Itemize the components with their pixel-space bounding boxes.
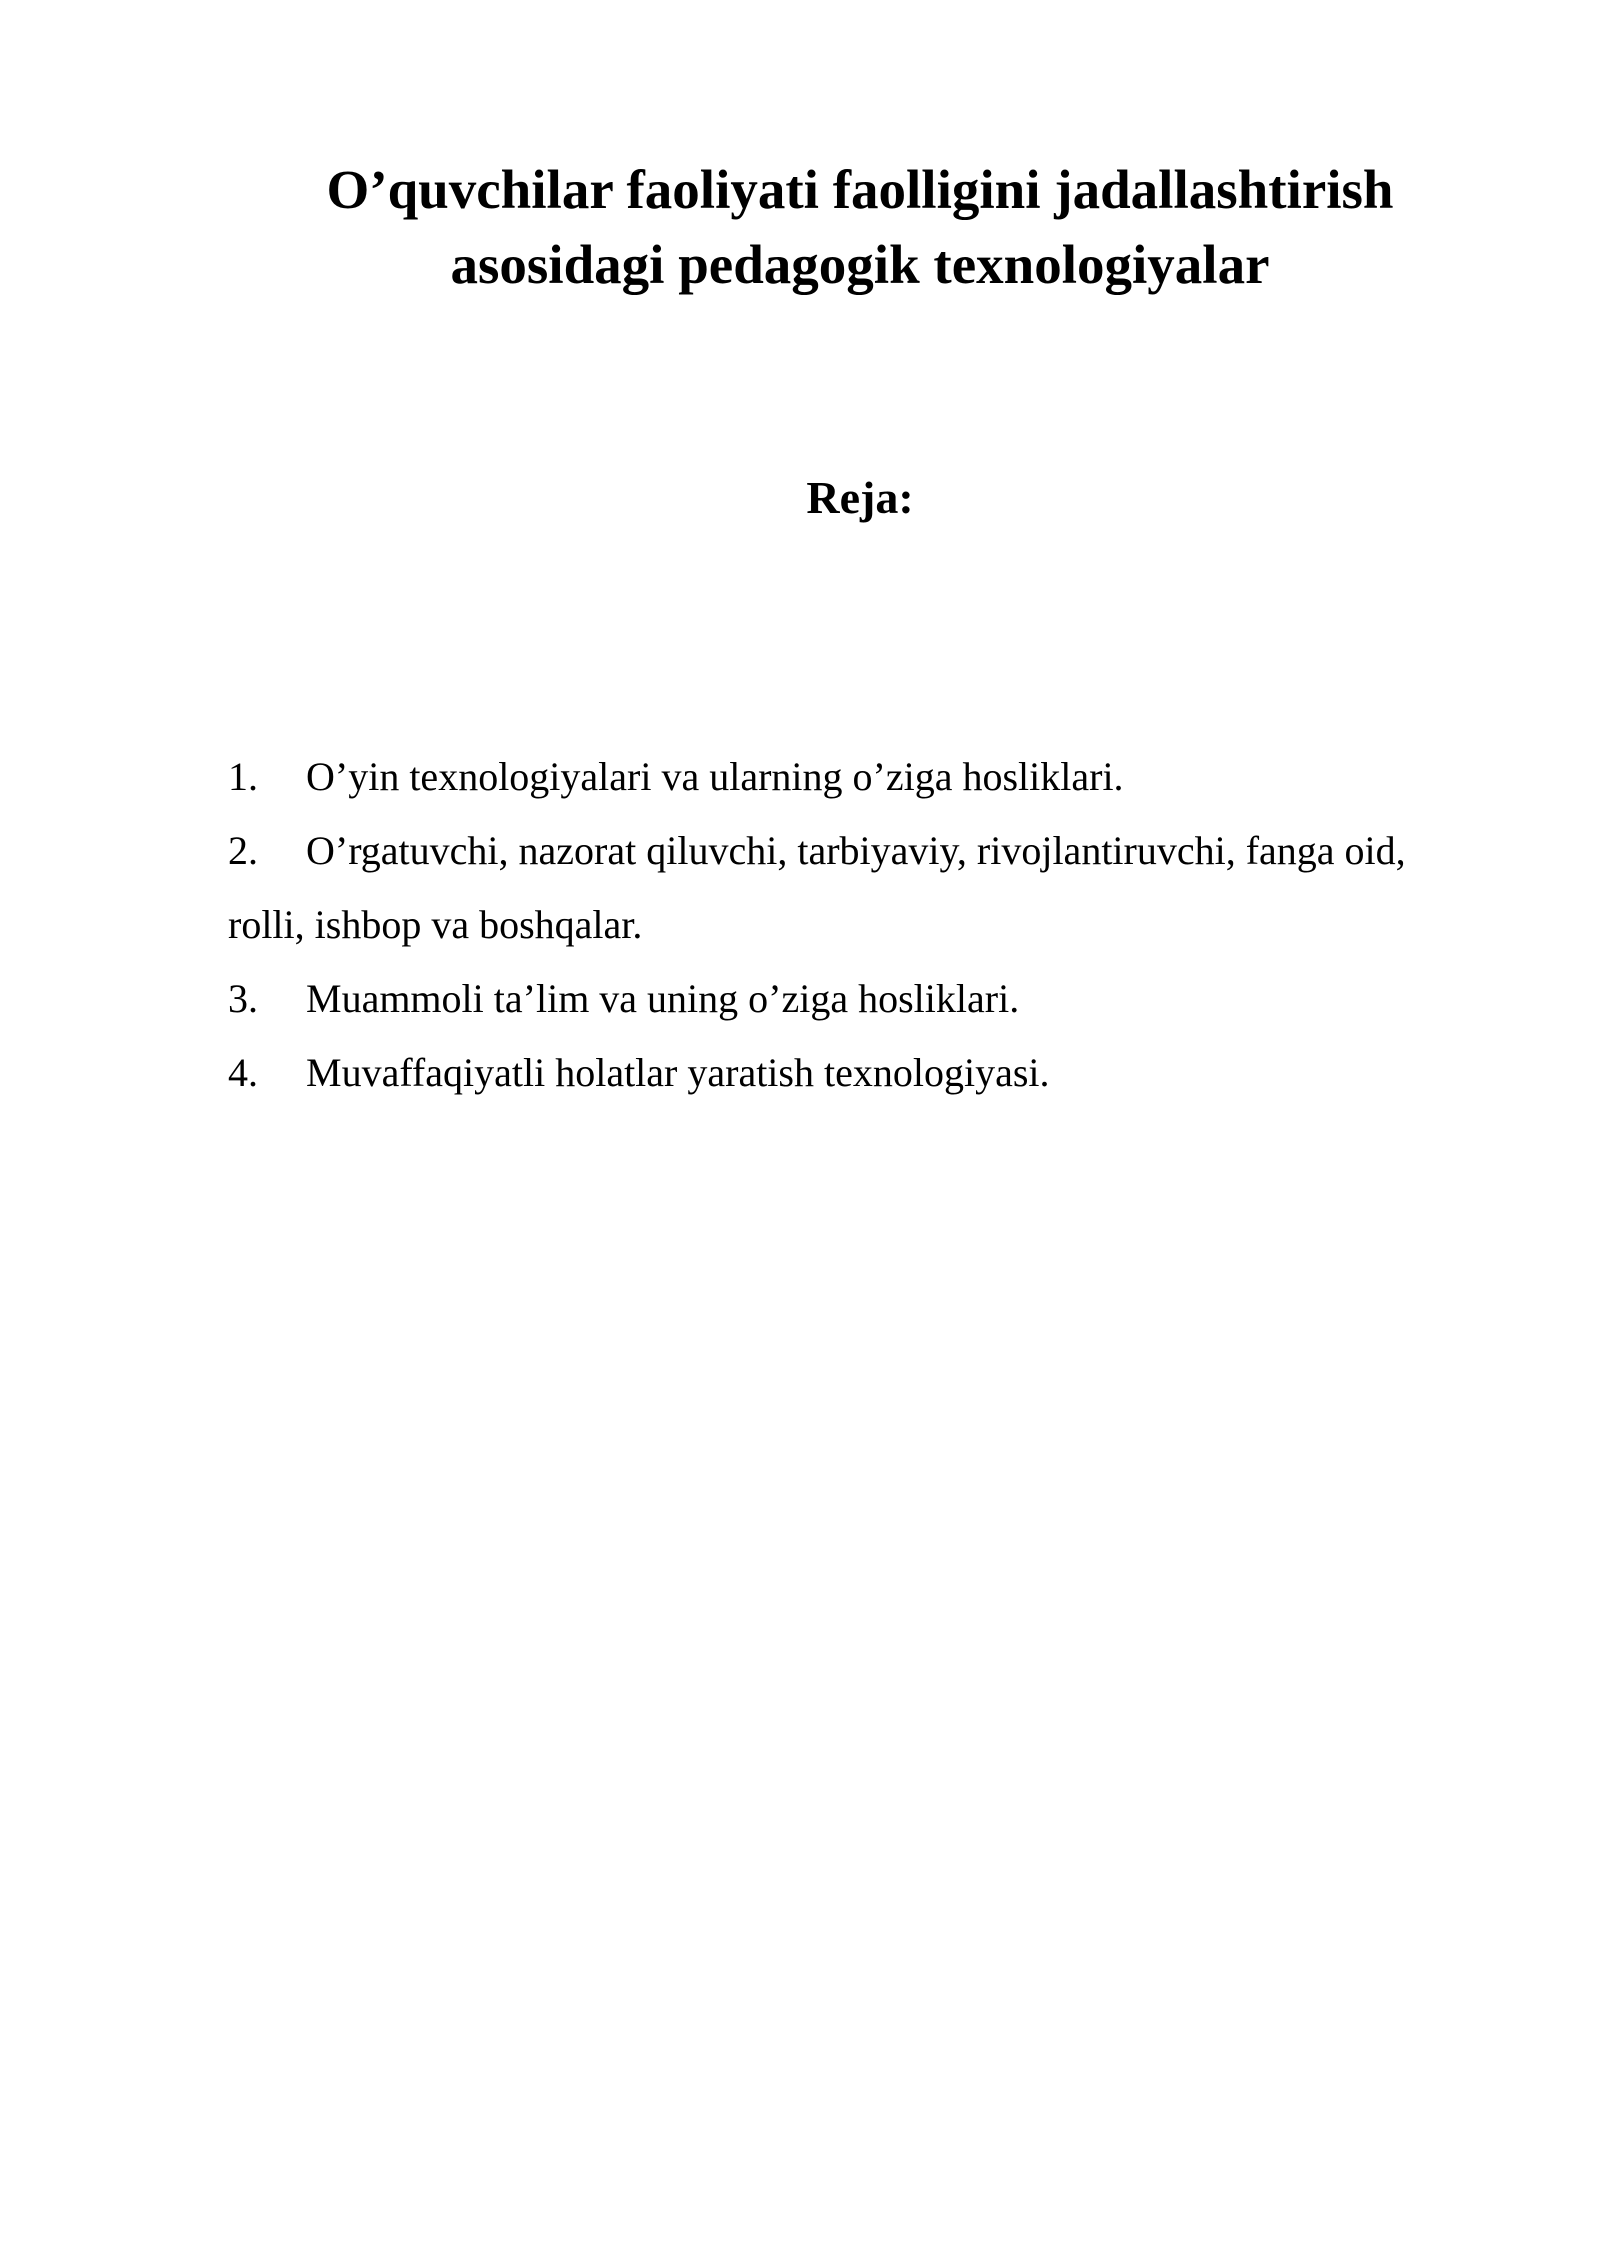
- plan-heading: Reja:: [806, 472, 914, 523]
- plan-item-text: Muvaffaqiyatli holatlar yaratish texnologiyasi.: [306, 1050, 1050, 1095]
- plan-list: [228, 740, 1428, 1110]
- plan-item-text: O’yin texnologiyalari va ularning o’ziga hosliklari.: [306, 754, 1124, 799]
- plan-item-2: [228, 814, 1428, 962]
- plan-item-text: O’rgatuvchi, nazorat qiluvchi, tarbiyaviy, rivojlantiruvchi, fanga oid, rolli, ishbop va boshqalar.: [228, 828, 1406, 947]
- plan-item-number: 2.: [228, 828, 258, 873]
- plan-item-text: Muammoli ta’lim va uning o’ziga hosliklari.: [306, 976, 1020, 1021]
- plan-item-1: [228, 740, 1428, 814]
- document-title-line-1: O’quvchilar faoliyati faolligini jadallashtirish: [326, 159, 1394, 220]
- plan-item-4: [228, 1036, 1428, 1110]
- document-title: [200, 152, 1520, 302]
- plan-item-number: 3.: [228, 976, 258, 1021]
- plan-item-number: 1.: [228, 754, 258, 799]
- document-title-line-2: asosidagi pedagogik texnologiyalar: [450, 234, 1270, 295]
- plan-item-3: [228, 962, 1428, 1036]
- plan-item-number: 4.: [228, 1050, 258, 1095]
